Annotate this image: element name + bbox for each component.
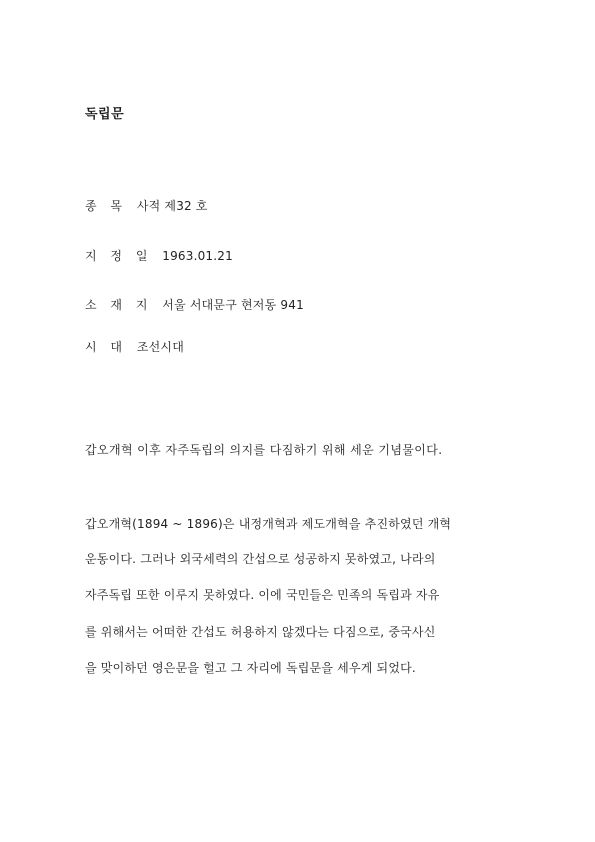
- meta-row-designation-date: [85, 247, 233, 264]
- meta-row-era: [85, 338, 184, 355]
- meta-value: 1963.01.21: [162, 249, 233, 263]
- body-line: 자주독립 또한 이루지 못하였다. 이에 국민들은 민족의 독립과 자유: [85, 588, 440, 602]
- body-line: 를 위해서는 어떠한 간섭도 허용하지 않겠다는 다짐으로, 중국사신: [85, 625, 436, 639]
- meta-row-location: [85, 296, 304, 313]
- body-line: 갑오개혁(1894 ~ 1896)은 내정개혁과 제도개혁을 추진하였던 개혁: [85, 517, 452, 531]
- meta-label: 시 대: [85, 340, 127, 354]
- page-title: 독립문: [85, 107, 125, 122]
- meta-row-designation: [85, 197, 208, 214]
- meta-value: 서울 서대문구 현저동 941: [162, 298, 304, 312]
- body-line: 을 맞이하던 영은문을 헐고 그 자리에 독립문을 세우게 되었다.: [85, 661, 416, 675]
- meta-label: 종 목: [85, 199, 127, 213]
- summary-sentence: 갑오개혁 이후 자주독립의 의지를 다짐하기 위해 세운 기념물이다.: [85, 443, 443, 457]
- body-line: 운동이다. 그러나 외국세력의 간섭으로 성공하지 못하였고, 나라의: [85, 552, 436, 566]
- meta-value: 사적 제32 호: [136, 199, 208, 213]
- meta-label: 소 재 지: [85, 298, 153, 312]
- meta-value: 조선시대: [136, 340, 184, 354]
- meta-label: 지 정 일: [85, 249, 153, 263]
